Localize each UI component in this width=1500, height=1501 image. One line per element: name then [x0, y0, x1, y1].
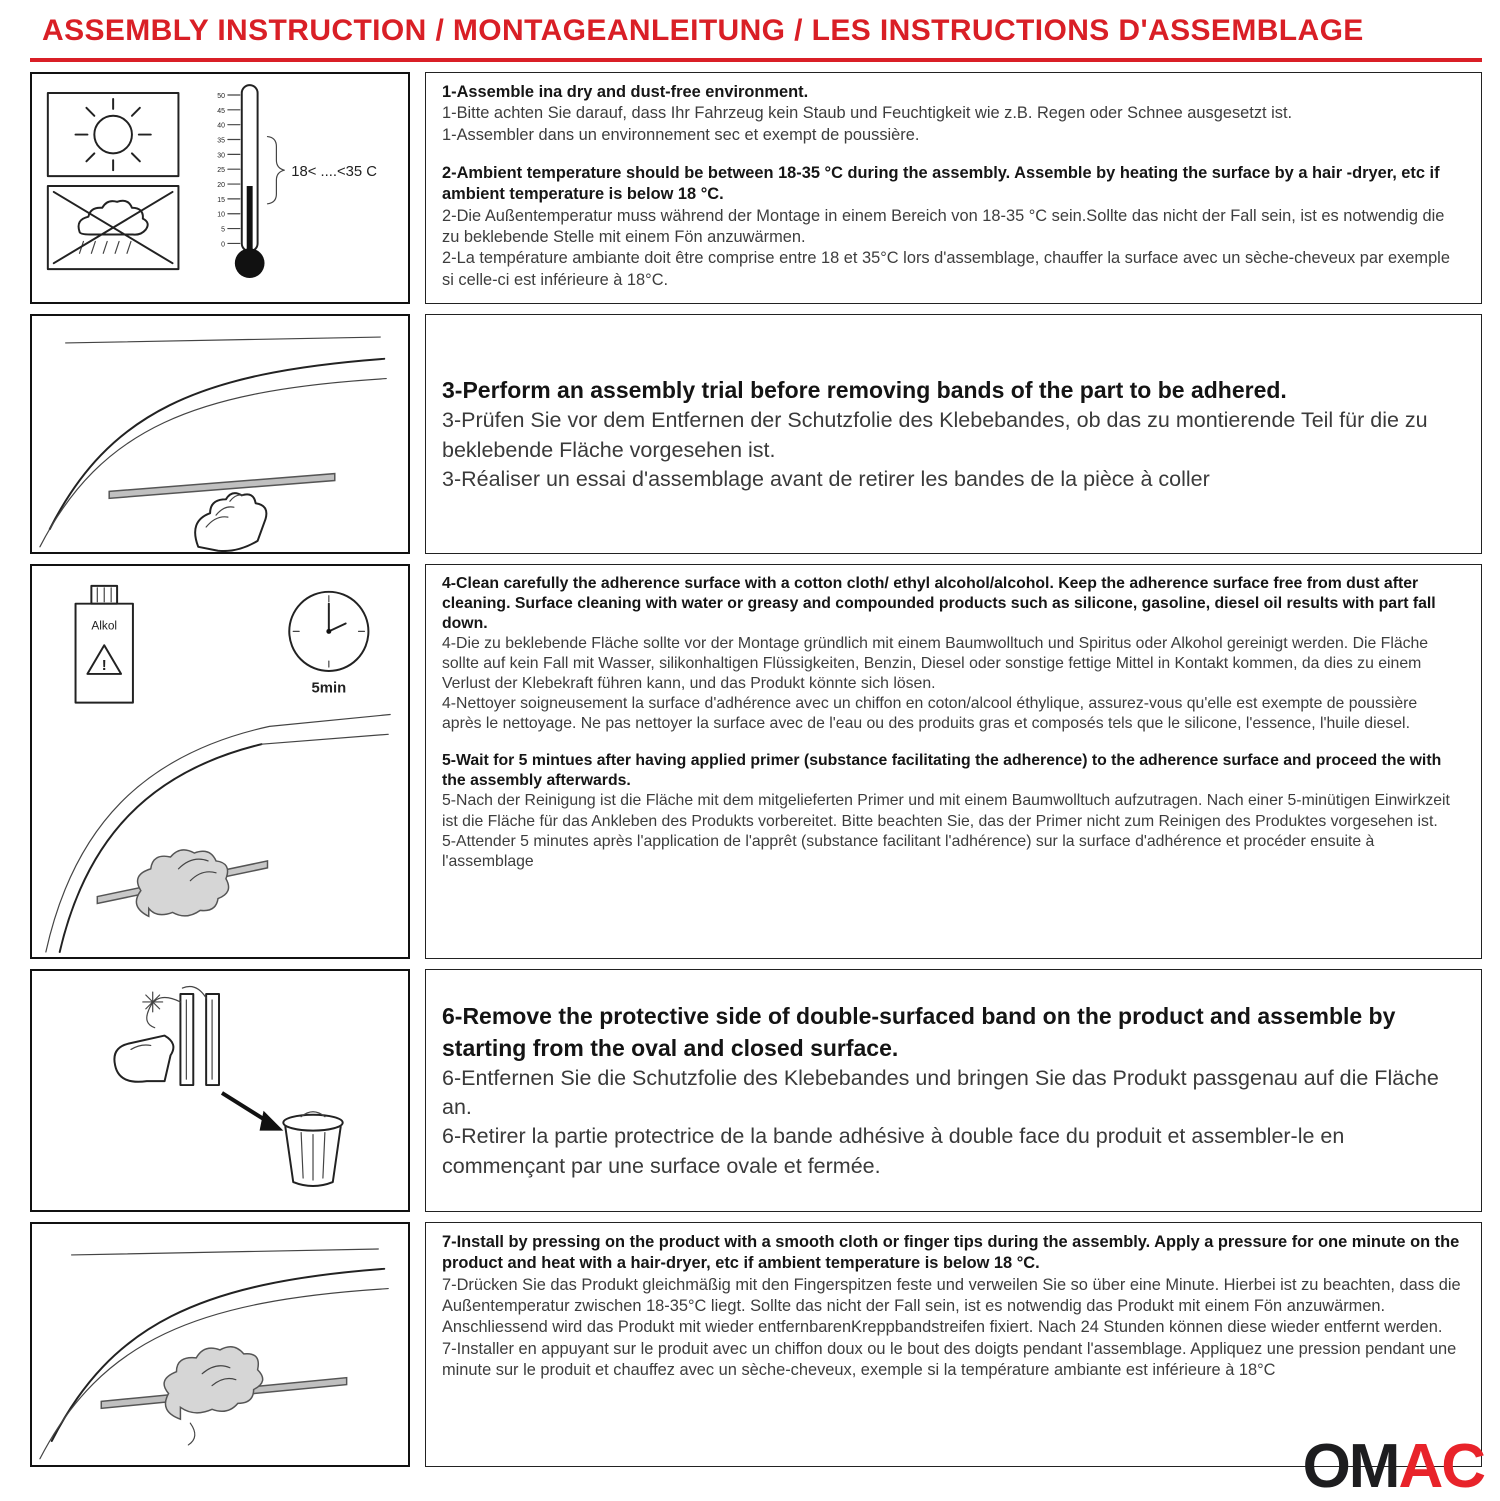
- logo-text-red: AC: [1398, 1432, 1484, 1501]
- step7-de: 7-Drücken Sie das Produkt gleichmäßig mit den Fingerspitzen feste und verweilen Sie so über eine Minute. Hierbei ist zu beachten, dass die Außentemperatur zwischen 18-35°C liegt. Sollte das nicht der Fall sein, ist es notwendig das Produkt mit einem Fön anzuwärmen. Anschliessend wird das Produkt mit wieder entfernbarenKreppbandstreifen fixiert. Nach 24 Stunden können diese wieder entfernt werden.: [442, 1275, 1461, 1337]
- step2-en: 2-Ambient temperature should be between 18-35 °C during the assembly. Assemble by heating the surface by a hair -dryer, etc if ambient temperature is below 18 °C.: [442, 163, 1440, 204]
- hand-icon: [195, 493, 266, 551]
- step4-fr: 4-Nettoyer soigneusement la surface d'adhérence avec un chiffon en coton/alcool éthylique, assurez-vous qu'elle est exempte de poussière après le nettoyage. Ne pas nettoyer la surface avec de l'eau ou des produits gras et composés tels que le silicone, l'essence, l'huile diesel.: [442, 695, 1418, 733]
- step4-en: 4-Clean carefully the adherence surface with a cotton cloth/ ethyl alcohol/alcohol. Keep the adherence surface free from dust after cleaning. Surface cleaning with water or greasy and compounded products such as silicone, gasoline, diesel oil results with part fall down.: [442, 575, 1436, 633]
- adhesive-strips: [147, 986, 219, 1085]
- thermometer-tick-label: 0: [221, 241, 225, 249]
- step1-fr: 1-Assembler dans un environnement sec et exempt de poussière.: [442, 125, 920, 144]
- alcohol-label: Alkol: [91, 618, 118, 633]
- omac-logo: [1302, 1432, 1484, 1501]
- step1-en: 1-Assemble ina dry and dust-free environment.: [442, 83, 809, 101]
- step3-fr: 3-Réaliser un essai d'assemblage avant de retirer les bandes de la pièce à coller: [442, 466, 1210, 491]
- step7-en: 7-Install by pressing on the product with a smooth cloth or finger tips during the assembly. Apply a pressure for one minute on the product and heat with a hair-dryer, etc if ambient temperature is below 18 °C.: [442, 1233, 1460, 1273]
- thermometer-tick-label: 40: [217, 122, 225, 130]
- step-3-textbox: [425, 314, 1482, 554]
- thermometer-tick-label: 50: [217, 92, 225, 100]
- cloth-icon: [136, 850, 228, 916]
- page-title: ASSEMBLY INSTRUCTION / MONTAGEANLEITUNG / LES INSTRUCTIONS D'ASSEMBLAGE: [42, 14, 1364, 47]
- trash-can-icon: [283, 1112, 342, 1186]
- logo-text-black: OM: [1302, 1432, 1399, 1501]
- step5-fr: 5-Attender 5 minutes après l'application de l'apprêt (substance facilitant l'adhérence) sur la surface d'adhérence et procéder ensuite à l'assemblage: [442, 832, 1375, 870]
- trial-fit-illustration: [30, 314, 410, 554]
- step-6-textbox: [425, 969, 1482, 1212]
- title-rule: [30, 58, 1482, 62]
- sun-icon: [48, 93, 179, 176]
- environment-temperature-illustration: [30, 72, 410, 304]
- step1-de: 1-Bitte achten Sie darauf, dass Ihr Fahrzeug kein Staub und Feuchtigkeit wie z.B. Regen oder Schnee ausgesetzt ist.: [442, 104, 1293, 123]
- step5-de: 5-Nach der Reinigung ist die Fläche mit dem mitgelieferten Primer und mit einem Baumwolltuch aufzutragen. Nach einer 5-minütigen Einwirkzeit ist die Fläche für das Ankleben des Produkts vorbereitet. Bitte beachten Sie, das der Primer nicht zum Reinigen des Produktes vorgesehen ist.: [442, 792, 1450, 830]
- arrow-icon: [222, 1093, 283, 1131]
- step5-en: 5-Wait for 5 mintues after having applied primer (substance facilitating the adherence) to the adherence surface and proceed the with the assembly afterwards.: [442, 752, 1442, 790]
- clock-icon: [289, 592, 368, 697]
- temperature-range-label: 18< ....<35 C: [291, 164, 377, 181]
- thermometer-tick-label: 35: [217, 137, 225, 145]
- thermometer-tick-label: 20: [217, 182, 225, 190]
- section-step-6: [30, 969, 1482, 1212]
- cloth-icon: [164, 1347, 263, 1419]
- step-4-5-textbox: [425, 564, 1482, 959]
- section-step-3: [30, 314, 1482, 554]
- section-step-7: [30, 1222, 1482, 1467]
- step-1-2-textbox: [425, 72, 1482, 304]
- thermometer-tick-label: 5: [221, 226, 225, 234]
- step6-fr: 6-Retirer la partie protectrice de la bande adhésive à double face du produit et assembler-le en commençant par une surface ovale et fermée.: [442, 1124, 1345, 1178]
- range-brace: [267, 137, 284, 204]
- trim-strip: [109, 474, 335, 499]
- clock-label: 5min: [311, 680, 347, 697]
- thermometer-tick-label: 10: [217, 211, 225, 219]
- thermometer-tick-label: 25: [217, 167, 225, 175]
- thermometer-tick-label: 15: [217, 196, 225, 204]
- step6-en: 6-Remove the protective side of double-surfaced band on the product and assemble by starting from the oval and closed surface.: [442, 1003, 1396, 1061]
- thermometer-tick-label: 45: [217, 107, 225, 115]
- alcohol-bottle-icon: [76, 586, 133, 703]
- no-rain-icon: [48, 186, 179, 269]
- hand-icon: [114, 1036, 173, 1082]
- peel-band-illustration: [30, 969, 410, 1212]
- section-step-1-2: [30, 72, 1482, 304]
- step2-de: 2-Die Außentemperatur muss während der Montage in einem Bereich von 18-35 °C sein.Sollte das nicht der Fall sein, ist es notwendig die zu beklebende Stelle mit einem Fön anzuwärmen.: [442, 206, 1445, 246]
- sparkle-icon: [143, 992, 163, 1012]
- step7-fr: 7-Installer en appuyant sur le produit avec un chiffon doux ou le bout des doigts pendant l'assemblage. Appliquez une pression pendant une minute sur le produit et chauffez avec un sèche-cheveux, exemple si la température ambiante est inférieure à 18°C: [442, 1339, 1457, 1379]
- thermometer-icon: [217, 85, 377, 278]
- wipe-surface-sketch: [46, 715, 390, 952]
- step6-de: 6-Entfernen Sie die Schutzfolie des Klebebandes und bringen Sie das Produkt passgenau auf die Fläche an.: [442, 1065, 1439, 1120]
- thermometer-tick-label: 30: [217, 152, 225, 160]
- step3-de: 3-Prüfen Sie vor dem Entfernen der Schutzfolie des Klebebandes, ob das zu montierende Teil für die zu beklebende Fläche vorgesehen ist.: [442, 408, 1428, 462]
- step2-fr: 2-La température ambiante doit être comprise entre 18 et 35°C lors d'assemblage, chauffer la surface avec un sèche-cheveux par exemple si celle-ci est inférieure à 18°C.: [442, 249, 1450, 289]
- clean-surface-illustration: [30, 564, 410, 959]
- press-install-illustration: [30, 1222, 410, 1467]
- step4-de: 4-Die zu beklebende Fläche sollte vor der Montage gründlich mit einem Baumwolltuch und Spiritus oder Alkohol gereinigt werden. Die Fläche sollte auf kein Fall mit Wasser, silikonhaltigen Flüssigkeiten, Benzin, Diesel oder sonstige fettige Mittel in Kontakt kommen, da dies zu einem Verlust der Klebekraft führen kann, und das Produkt könnte sich lösen.: [442, 635, 1429, 693]
- step3-en: 3-Perform an assembly trial before removing bands of the part to be adhered.: [442, 377, 1287, 404]
- warning-icon: [87, 645, 121, 674]
- step-7-textbox: [425, 1222, 1482, 1467]
- warning-mark: !: [101, 657, 107, 674]
- section-step-4-5: [30, 564, 1482, 959]
